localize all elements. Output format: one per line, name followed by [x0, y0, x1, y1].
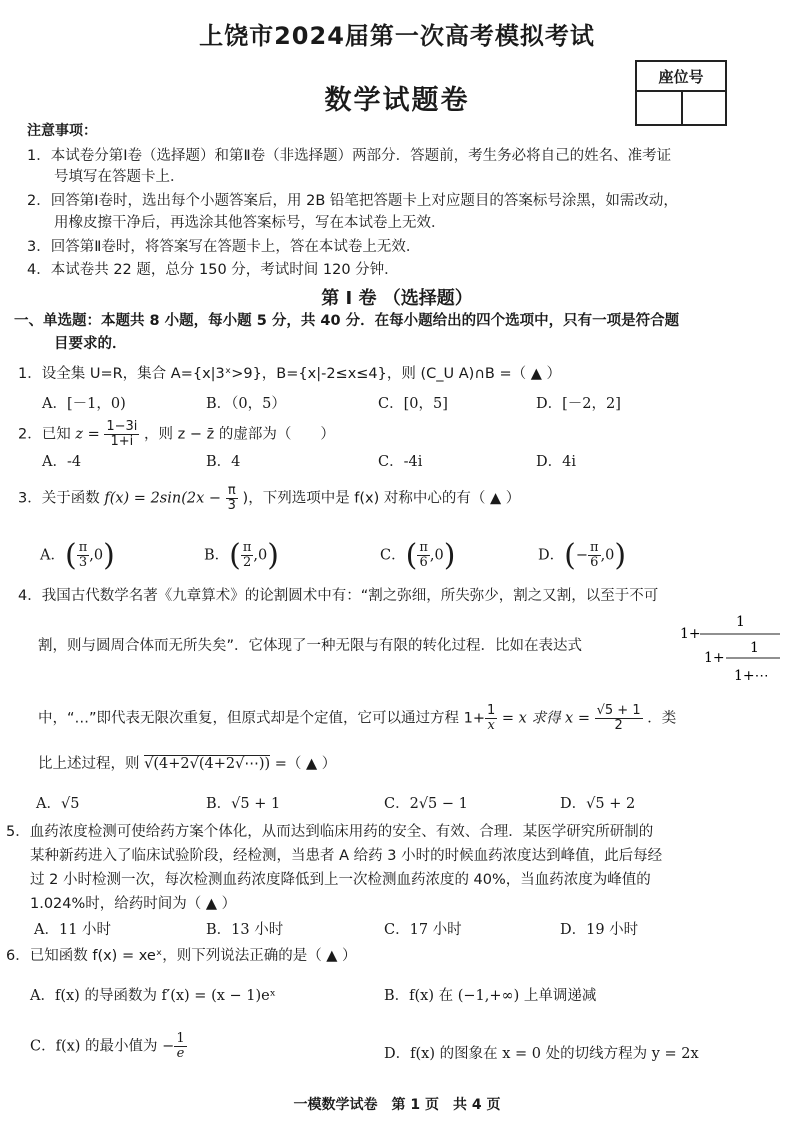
option-fraction-denominator: 6 [419, 555, 428, 570]
question-6-option-b: B．f(x) 在 (−1,+∞) 上单调递减 [384, 988, 597, 1004]
equation-one-plus: 1+ [463, 710, 486, 727]
notes-heading: 注意事项： [27, 123, 97, 139]
note-line: 2．回答第Ⅰ卷时，选出每个小题答案后，用 2B 铅笔把答题卡上对应题目的答案标号涂黑，如需改动， [27, 193, 678, 209]
option-tail: ,0 [600, 547, 615, 564]
question-2-option-a: A．-4 [42, 454, 82, 470]
section-title: 第 I 卷 （选择题） [321, 288, 473, 309]
option-label: A． [40, 547, 65, 564]
question-2-rest: ，则 z − z̄ 的虚部为（ ） [144, 426, 335, 443]
option-fraction [417, 541, 430, 570]
option-fraction [77, 541, 90, 570]
question-3-option-d [538, 538, 626, 573]
note-line: 1．本试卷分第Ⅰ卷（选择题）和第Ⅱ卷（非选择题）两部分．答题前，考生务必将自己的姓名、准考证 [27, 148, 672, 164]
question-4-text-end: =（ ▲ ） [274, 756, 337, 772]
paren-left: ( [64, 538, 77, 573]
cf-bottom: 1+⋯ [734, 668, 769, 684]
eq-fraction [485, 704, 497, 733]
seat-box-divider [681, 92, 683, 126]
question-5-line: 过 2 小时检测一次，每次检测血药浓度降低到上一次检测血药浓度的 40%，当血药浓度为峰值的 [30, 872, 651, 888]
question-3-function: f(x) = 2sin(2x − [104, 490, 222, 507]
question-4-line: 割，则与圆周合体而无所失矣”．它体现了一种无限与有限的转化过程．比如在表达式 [38, 638, 583, 654]
exam-title: 上饶市2024届第一次高考模拟考试 [199, 22, 595, 50]
question-2-fraction-denominator: 1+i [110, 434, 134, 449]
question-4-text: 中，“…”即代表无限次重复，但原式却是个定值，它可以通过方程 [38, 710, 460, 727]
question-4-line4 [38, 754, 336, 774]
option-tail: ,0 [429, 547, 444, 564]
cf-top: 1 [736, 614, 745, 630]
note-line: 4．本试卷共 22 题，总分 150 分，考试时间 120 分钟． [27, 262, 399, 278]
question-4-option-d: D．√5 + 2 [560, 796, 636, 812]
question-2-option-d: D．4i [536, 454, 576, 470]
eq-fraction-numerator: 1 [487, 703, 496, 718]
question-6-option-d: D．f(x) 的图象在 x = 0 处的切线方程为 y = 2x [384, 1046, 699, 1062]
paren-left: ( [405, 538, 418, 573]
question-2-number: 2．已知 [18, 426, 71, 443]
question-5-option-c: C．17 小时 [384, 922, 462, 938]
option-fraction-denominator: 3 [78, 555, 88, 570]
option-fraction [241, 541, 254, 570]
question-5-line: 某种新药进入了临床试验阶段，经检测，当患者 A 给药 3 小时的时候血药浓度达到峰值，此后每经 [30, 848, 663, 864]
option-c-text: C．f(x) 的最小值为 − [30, 1038, 175, 1055]
continued-fraction [680, 612, 784, 686]
option-tail: ,0 [253, 547, 268, 564]
eq-rest: = x 求得 x = [501, 710, 590, 727]
note-line: 用橡皮擦干净后，再选涂其他答案标号，写在本试卷上无效． [54, 215, 446, 231]
question-2-option-b: B．4 [206, 454, 241, 470]
question-2-fraction-numerator: 1−3i [106, 419, 138, 434]
option-fraction-denominator: 6 [590, 555, 599, 570]
seat-number-label: 座位号 [637, 62, 725, 92]
page-footer: 一模数学试卷 第 1 页 共 4 页 [293, 1097, 501, 1113]
paren-right: ) [267, 538, 279, 573]
paren-left: ( [229, 538, 241, 573]
question-1-option-d: D．[－2，2] [536, 396, 621, 412]
question-4-option-c: C．2√5 − 1 [384, 796, 468, 812]
option-c-denominator: e [176, 1046, 185, 1061]
question-5-line: 5．血药浓度检测可使给药方案个体化，从而达到临床用药的安全、有效、合理．某医学研究所研制的 [6, 824, 654, 840]
question-2-fraction [104, 420, 139, 449]
continued-fraction-svg [680, 612, 784, 686]
note-line: 号填写在答题卡上． [54, 169, 185, 185]
option-c-fraction [174, 1032, 186, 1061]
option-c-numerator: 1 [176, 1031, 185, 1046]
question-3-suffix: )，下列选项中是 f(x) 对称中心的有（ ▲ ） [242, 490, 521, 507]
section-intro: 目要求的． [54, 336, 127, 352]
paper-title: 数学试题卷 [324, 85, 470, 116]
eq-fraction-denominator: x [487, 718, 495, 733]
paren-right: ) [614, 538, 627, 573]
note-line: 3．回答第Ⅱ卷时，将答案写在答题卡上，答在本试卷上无效． [27, 239, 421, 255]
question-5-line: 1.024%时，给药时间为（ ▲ ） [30, 896, 237, 912]
option-sign: − [575, 547, 589, 564]
solution-denominator: 2 [614, 718, 623, 733]
question-3-prefix: 3．关于函数 [18, 490, 100, 507]
option-fraction-numerator: π [242, 540, 252, 555]
question-5-option-a: A．11 小时 [34, 922, 112, 938]
option-label: D． [538, 547, 565, 564]
question-6-stem: 6．已知函数 f(x) = xeˣ，则下列说法正确的是（ ▲ ） [6, 948, 357, 964]
question-3-option-b [204, 538, 279, 573]
question-1-option-c: C．[0，5] [378, 396, 448, 412]
question-4-option-b: B．√5 + 1 [206, 796, 281, 812]
question-4-text-end: ．类 [647, 710, 677, 727]
question-3-option-c [380, 538, 455, 573]
question-4-text: 比上述过程，则 [38, 756, 140, 772]
cf-one-plus: 1+ [680, 626, 701, 642]
question-1-option-a: A．[－1，0) [42, 396, 126, 412]
question-1-option-b: B．（0，5） [206, 396, 286, 412]
question-2-option-c: C．-4i [378, 454, 423, 470]
question-5-option-d: D．19 小时 [560, 922, 639, 938]
section-intro: 一、单选题：本题共 8 小题，每小题 5 分，共 40 分．在每小题给出的四个选项中，只有一项是符合题 [14, 313, 680, 329]
paren-right: ) [443, 538, 456, 573]
option-label: C． [380, 547, 406, 564]
question-4-line3 [38, 704, 676, 733]
question-6-option-c [30, 1032, 187, 1061]
option-label: B． [204, 547, 230, 564]
paren-left: ( [564, 538, 576, 573]
option-fraction-numerator: π [419, 540, 428, 555]
option-fraction-numerator: π [590, 540, 599, 555]
cf-mid: 1 [750, 640, 759, 656]
option-fraction [588, 541, 601, 570]
option-tail: ,0 [89, 547, 104, 564]
paren-right: ) [103, 538, 115, 573]
option-fraction-numerator: π [78, 540, 88, 555]
solution-numerator: √5 + 1 [596, 703, 641, 718]
question-5-option-b: B．13 小时 [206, 922, 284, 938]
question-3-stem [18, 484, 520, 513]
question-3-fraction [226, 484, 238, 513]
question-3-fraction-numerator: π [226, 484, 238, 499]
cf-one-plus-2: 1+ [704, 650, 725, 666]
question-4-option-a: A．√5 [36, 796, 80, 812]
question-6-option-a: A．f(x) 的导函数为 f′(x) = (x − 1)eˣ [30, 988, 276, 1004]
seat-number-box [635, 60, 727, 126]
question-3-option-a [40, 538, 115, 573]
option-fraction-denominator: 2 [243, 555, 252, 570]
question-3-fraction-denominator: 3 [227, 498, 236, 513]
nested-radical: √(4+2√(4+2√⋯)) [144, 756, 271, 772]
question-2-z: z = [75, 426, 100, 443]
question-4-line: 4．我国古代数学名著《九章算术》的论割圆术中有：“割之弥细，所失弥少，割之又割，以至于不可 [18, 588, 659, 604]
question-1-stem: 1．设全集 U=R，集合 A={x|3ˣ>9}，B={x|-2≤x≤4}，则 (C_U A)∩B =（ ▲ ） [18, 366, 562, 382]
solution-fraction [595, 704, 643, 733]
question-2-stem [18, 420, 335, 449]
